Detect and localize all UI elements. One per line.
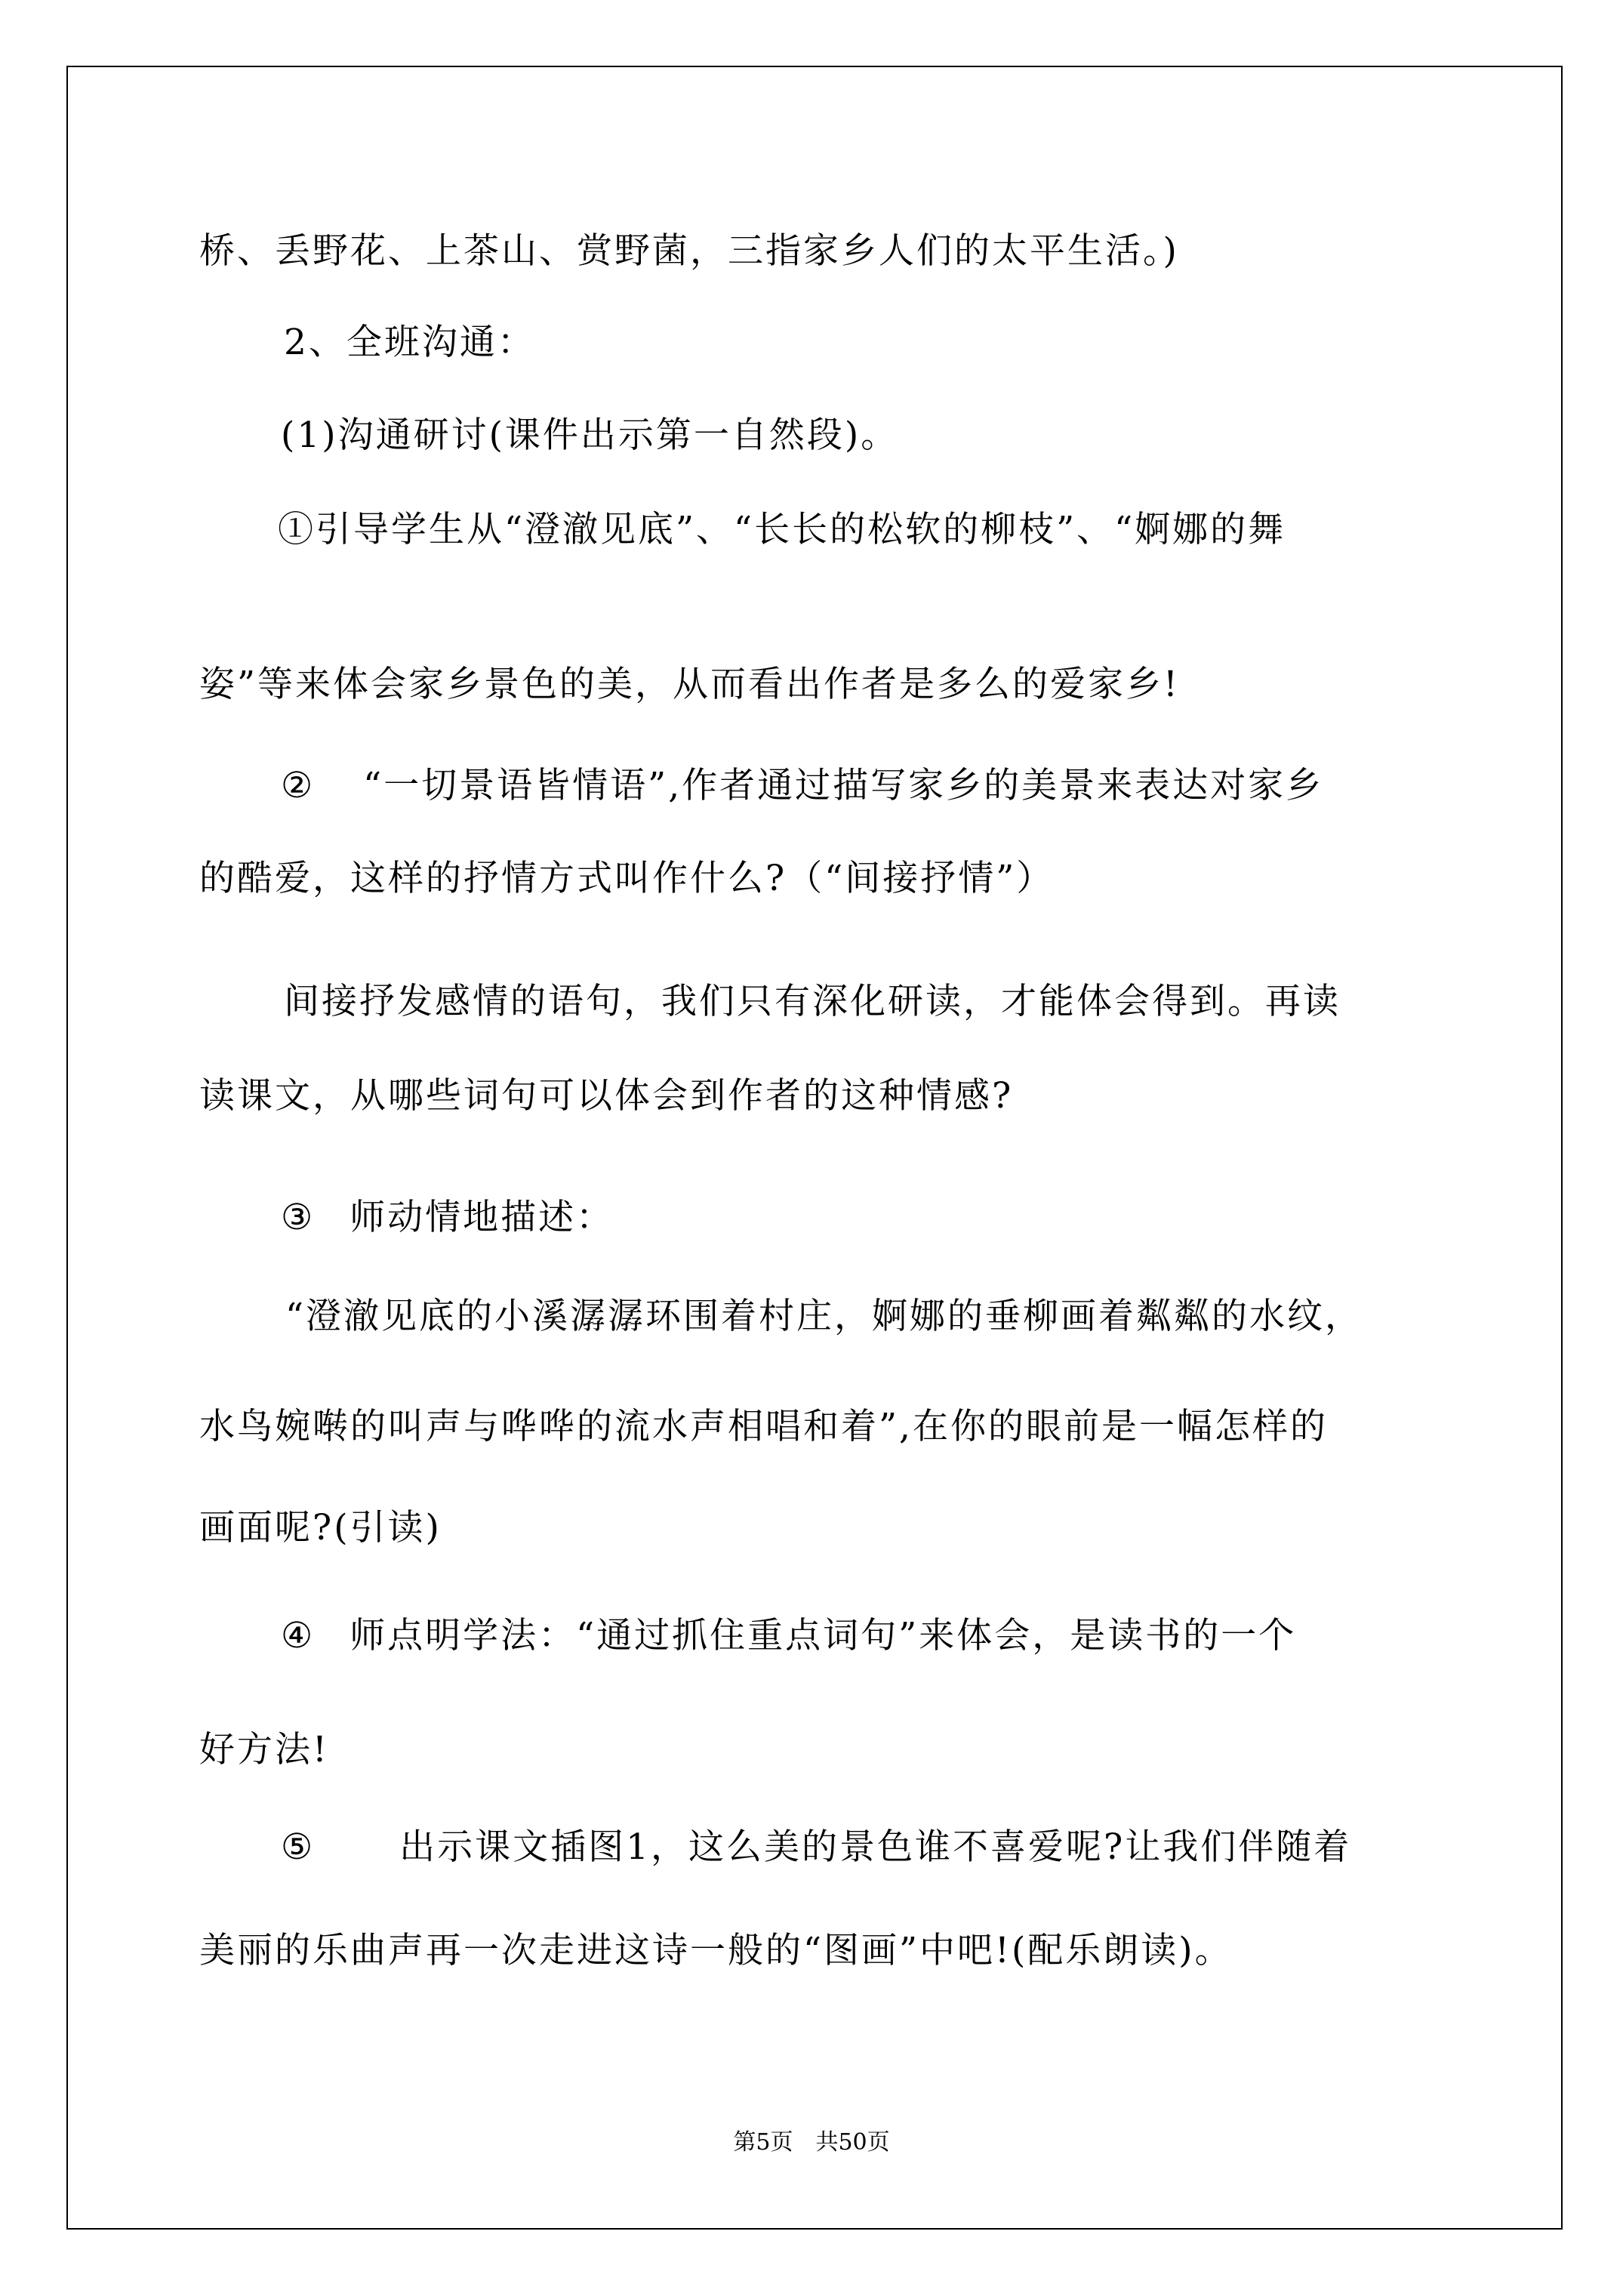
item-marker-5: ⑤	[281, 1826, 316, 1868]
item-marker-4: ④	[281, 1615, 316, 1657]
page-border	[66, 66, 1563, 2230]
text-line-6-body: “一切景语皆情语”,作者通过描写家乡的美景来表达对家乡	[363, 765, 1324, 806]
text-line-10-body: 师动情地描述：	[350, 1197, 614, 1238]
text-line-11: “澄澈见底的小溪潺潺环围着村庄，婀娜的垂柳画着粼粼的水纹，	[285, 1296, 1363, 1337]
text-line-14-body: 师点明学法：“通过抓住重点词句”来体会，是读书的一个	[350, 1615, 1297, 1657]
text-line-7: 的酷爱，这样的抒情方式叫作什么?（“间接抒情”）	[199, 858, 1055, 899]
text-line-3: (1)沟通研讨(课件出示第一自然段)。	[281, 415, 899, 456]
text-line-10	[281, 1194, 614, 1242]
item-marker-3: ③	[281, 1197, 316, 1238]
text-line-16	[281, 1823, 1351, 1872]
text-line-5: 姿”等来体会家乡景色的美，从而看出作者是多么的爱家乡!	[199, 664, 1180, 705]
text-line-16-body: 出示课文插图1，这么美的景色谁不喜爱呢?让我们伴随着	[399, 1826, 1352, 1868]
text-line-8: 间接抒发感情的语句，我们只有深化研读，才能体会得到。再读	[284, 981, 1341, 1022]
page-footer	[0, 2128, 1623, 2158]
text-line-1: 桥、丢野花、上茶山、赏野菌，三指家乡人们的太平生活。)	[199, 230, 1179, 272]
text-line-15: 好方法!	[199, 1729, 329, 1771]
text-line-9: 读课文，从哪些词句可以体会到作者的这种情感?	[199, 1075, 1014, 1117]
text-line-17: 美丽的乐曲声再一次走进这诗一般的“图画”中吧!(配乐朗读)。	[199, 1930, 1233, 1971]
text-line-12: 水鸟婉啭的叫声与哗哗的流水声相唱和着”,在你的眼前是一幅怎样的	[199, 1406, 1328, 1447]
text-line-13: 画面呢?(引读)	[199, 1507, 442, 1549]
text-line-6	[281, 762, 1323, 810]
page-number: 第5页	[733, 2129, 793, 2156]
page-total: 共50页	[815, 2129, 890, 2156]
text-line-4: ①引导学生从“澄澈见底”、“长长的松软的柳枝”、“婀娜的舞	[278, 509, 1286, 550]
text-line-14	[281, 1612, 1296, 1660]
item-marker-2: ②	[281, 765, 316, 806]
text-line-2: 2、全班沟通：	[284, 322, 535, 363]
